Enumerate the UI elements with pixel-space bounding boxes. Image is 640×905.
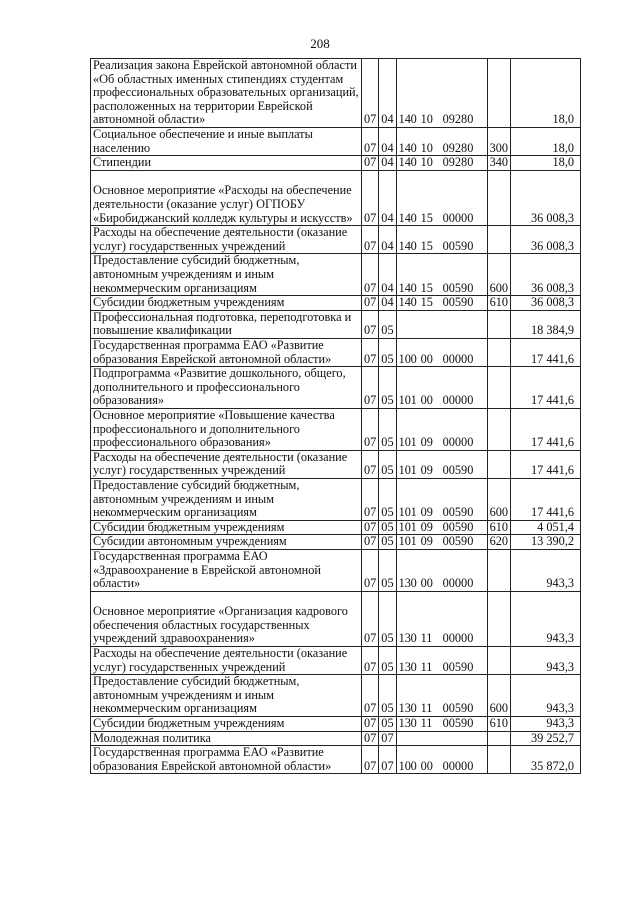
section-code: 07 (362, 675, 379, 717)
table-row (91, 170, 581, 225)
expense-type-code (487, 549, 510, 591)
target-article-part-c1: 10 (398, 435, 411, 450)
expense-type-code: 600 (487, 254, 510, 296)
subsection-code: 04 (379, 254, 396, 296)
target-article-part-c2: 0 (410, 112, 417, 127)
target-article-part-c3: 09 (420, 435, 433, 450)
section-code: 07 (362, 296, 379, 311)
target-article-code (396, 367, 487, 409)
amount-value: 18,0 (511, 156, 581, 171)
target-article-part-c2: 0 (410, 155, 417, 170)
target-article-part-c4: 00590 (442, 280, 474, 295)
target-article-part-c3: 00 (420, 576, 433, 591)
target-article-part-c1: 13 (398, 631, 411, 646)
target-article-part-c2: 0 (410, 238, 417, 253)
amount-value: 17 441,6 (511, 338, 581, 366)
section-code: 07 (362, 717, 379, 732)
table-row (91, 731, 581, 746)
target-article-code (396, 59, 487, 128)
subsection-code: 05 (379, 367, 396, 409)
target-article-code (396, 408, 487, 450)
table-row (91, 647, 581, 675)
target-article-part-c4: 09280 (442, 112, 474, 127)
table-row (91, 746, 581, 774)
target-article-part-c4: 00000 (442, 758, 474, 773)
amount-value: 39 252,7 (511, 731, 581, 746)
subsection-code: 05 (379, 591, 396, 646)
table-row (91, 478, 581, 520)
subsection-code: 05 (379, 520, 396, 535)
subsection-code: 05 (379, 450, 396, 478)
target-article-part-c3: 10 (420, 112, 433, 127)
target-article-part-c3: 11 (420, 659, 433, 674)
page-number: 208 (310, 36, 330, 51)
target-article-code (396, 717, 487, 732)
amount-value: 35 872,0 (511, 746, 581, 774)
row-name: Субсидии бюджетным учреждениям (91, 296, 362, 311)
target-article-part-c3: 00 (420, 351, 433, 366)
section-code: 07 (362, 520, 379, 535)
amount-value: 943,3 (511, 675, 581, 717)
section-code: 07 (362, 170, 379, 225)
target-article-part-c1: 13 (398, 716, 411, 731)
table-row (91, 408, 581, 450)
section-code: 07 (362, 591, 379, 646)
row-name: Предоставление субсидий бюджетным, автономным учреждениям и иным некоммерческим организациям (91, 254, 362, 296)
subsection-code: 05 (379, 535, 396, 550)
table-row (91, 226, 581, 254)
expense-type-code: 300 (487, 128, 510, 156)
table-row (91, 535, 581, 550)
target-article-part-c3: 09 (420, 463, 433, 478)
target-article-part-c2: 0 (410, 140, 417, 155)
section-code: 07 (362, 408, 379, 450)
row-name: Реализация закона Еврейской автономной области «Об областных именных стипендиях студентам профессиональных образовательных организаций, расположенных на территории Еврейской автономной области» (91, 59, 362, 128)
target-article-part-c3: 15 (420, 295, 433, 310)
row-name: Государственная программа ЕАО «Развитие образования Еврейской автономной области» (91, 338, 362, 366)
target-article-part-c1: 10 (398, 520, 411, 534)
target-article-part-c3: 10 (420, 140, 433, 155)
section-code: 07 (362, 128, 379, 156)
target-article-code (396, 591, 487, 646)
section-code: 07 (362, 338, 379, 366)
expense-type-code: 600 (487, 675, 510, 717)
subsection-code: 05 (379, 478, 396, 520)
target-article-part-c2: 0 (410, 701, 417, 716)
row-name: Расходы на обеспечение деятельности (оказание услуг) государственных учреждений (91, 647, 362, 675)
expense-type-code (487, 310, 510, 338)
subsection-code: 05 (379, 310, 396, 338)
expense-type-code (487, 591, 510, 646)
subsection-code: 04 (379, 59, 396, 128)
section-code: 07 (362, 226, 379, 254)
target-article-part-c2: 1 (410, 463, 417, 478)
expense-type-code: 340 (487, 156, 510, 171)
target-article-part-c4: 00000 (442, 435, 474, 450)
table-row (91, 156, 581, 171)
target-article-part-c1: 13 (398, 701, 411, 716)
table-row (91, 338, 581, 366)
expense-type-code: 610 (487, 520, 510, 535)
amount-value: 18,0 (511, 128, 581, 156)
target-article-part-c2: 1 (410, 505, 417, 520)
target-article-part-c3: 15 (420, 280, 433, 295)
target-article-part-c4: 00590 (442, 701, 474, 716)
table-row (91, 520, 581, 535)
expense-type-code (487, 731, 510, 746)
target-article-part-c1: 14 (398, 210, 411, 225)
table-row (91, 675, 581, 717)
target-article-part-c4: 00590 (442, 659, 474, 674)
expense-type-code (487, 226, 510, 254)
target-article-part-c3: 00 (420, 393, 433, 408)
target-article-part-c2: 0 (410, 576, 417, 591)
target-article-part-c4: 09280 (442, 140, 474, 155)
section-code: 07 (362, 478, 379, 520)
expense-type-code (487, 338, 510, 366)
target-article-part-c4: 00590 (442, 463, 474, 478)
row-name: Предоставление субсидий бюджетным, автономным учреждениям и иным некоммерческим организациям (91, 675, 362, 717)
target-article-part-c4: 00590 (442, 520, 474, 534)
section-code: 07 (362, 746, 379, 774)
expense-type-code: 610 (487, 717, 510, 732)
target-article-code (396, 226, 487, 254)
section-code: 07 (362, 156, 379, 171)
target-article-part-c1: 10 (398, 393, 411, 408)
section-code: 07 (362, 535, 379, 550)
amount-value: 943,3 (511, 647, 581, 675)
target-article-part-c4: 00590 (442, 716, 474, 731)
subsection-code: 05 (379, 647, 396, 675)
target-article-code (396, 746, 487, 774)
target-article-code (396, 296, 487, 311)
amount-value: 943,3 (511, 549, 581, 591)
target-article-part-c1: 14 (398, 280, 411, 295)
target-article-part-c4: 00000 (442, 576, 474, 591)
target-article-part-c3: 10 (420, 155, 433, 170)
target-article-part-c1: 10 (398, 463, 411, 478)
row-name: Субсидии бюджетным учреждениям (91, 717, 362, 732)
target-article-part-c1: 14 (398, 155, 411, 170)
row-name: Профессиональная подготовка, переподготовка и повышение квалификации (91, 310, 362, 338)
expense-type-code (487, 408, 510, 450)
subsection-code: 04 (379, 170, 396, 225)
target-article-part-c1: 10 (398, 351, 411, 366)
target-article-part-c2: 1 (410, 393, 417, 408)
target-article-part-c3: 15 (420, 238, 433, 253)
target-article-part-c2: 0 (410, 758, 417, 773)
amount-value: 18 384,9 (511, 310, 581, 338)
row-name: Социальное обеспечение и иные выплаты населению (91, 128, 362, 156)
target-article-part-c3: 09 (420, 534, 433, 549)
subsection-code: 04 (379, 128, 396, 156)
target-article-part-c4: 00000 (442, 393, 474, 408)
target-article-part-c3: 15 (420, 210, 433, 225)
amount-value: 18,0 (511, 59, 581, 128)
section-code: 07 (362, 549, 379, 591)
section-code: 07 (362, 254, 379, 296)
target-article-part-c4: 00000 (442, 210, 474, 225)
target-article-part-c2: 0 (410, 351, 417, 366)
row-name: Государственная программа ЕАО «Развитие образования Еврейской автономной области» (91, 746, 362, 774)
target-article-part-c2: 0 (410, 716, 417, 731)
table-row (91, 549, 581, 591)
amount-value: 36 008,3 (511, 296, 581, 311)
target-article-code (396, 647, 487, 675)
target-article-part-c1: 10 (398, 534, 411, 549)
expense-type-code (487, 450, 510, 478)
row-name: Основное мероприятие «Повышение качества профессионального и дополнительного профессионального образования» (91, 408, 362, 450)
target-article-part-c4: 00590 (442, 295, 474, 310)
row-name: Основное мероприятие «Организация кадрового обеспечения областных государственных учреждений здравоохранения» (91, 591, 362, 646)
target-article-part-c3: 00 (420, 758, 433, 773)
target-article-part-c2: 1 (410, 435, 417, 450)
target-article-code (396, 128, 487, 156)
subsection-code: 04 (379, 156, 396, 171)
target-article-part-c1: 10 (398, 505, 411, 520)
row-name: Основное мероприятие «Расходы на обеспечение деятельности (оказание услуг) ОГПОБУ «Биробиджанский колледж культуры и искусств» (91, 170, 362, 225)
target-article-code (396, 170, 487, 225)
table-row (91, 450, 581, 478)
target-article-part-c4: 00590 (442, 534, 474, 549)
amount-value: 36 008,3 (511, 226, 581, 254)
subsection-code: 05 (379, 408, 396, 450)
target-article-part-c3: 11 (420, 701, 433, 716)
table-row (91, 59, 581, 128)
target-article-part-c1: 13 (398, 659, 411, 674)
section-code: 07 (362, 731, 379, 746)
expense-type-code: 610 (487, 296, 510, 311)
table-row (91, 254, 581, 296)
target-article-code (396, 549, 487, 591)
table-row (91, 591, 581, 646)
subsection-code: 05 (379, 549, 396, 591)
amount-value: 943,3 (511, 591, 581, 646)
amount-value: 4 051,4 (511, 520, 581, 535)
target-article-code (396, 310, 487, 338)
target-article-part-c3: 11 (420, 716, 433, 731)
target-article-code (396, 338, 487, 366)
target-article-code (396, 731, 487, 746)
target-article-code (396, 675, 487, 717)
target-article-part-c2: 0 (410, 631, 417, 646)
amount-value: 13 390,2 (511, 535, 581, 550)
row-name: Субсидии автономным учреждениям (91, 535, 362, 550)
target-article-part-c1: 14 (398, 140, 411, 155)
target-article-part-c1: 13 (398, 576, 411, 591)
target-article-code (396, 254, 487, 296)
subsection-code: 05 (379, 717, 396, 732)
expense-type-code: 600 (487, 478, 510, 520)
row-name: Расходы на обеспечение деятельности (оказание услуг) государственных учреждений (91, 226, 362, 254)
amount-value: 943,3 (511, 717, 581, 732)
table-row (91, 717, 581, 732)
target-article-part-c4: 00000 (442, 351, 474, 366)
section-code: 07 (362, 59, 379, 128)
expense-type-code: 620 (487, 535, 510, 550)
target-article-part-c4: 09280 (442, 155, 474, 170)
amount-value: 17 441,6 (511, 408, 581, 450)
table-row (91, 128, 581, 156)
expense-type-code (487, 59, 510, 128)
amount-value: 17 441,6 (511, 367, 581, 409)
target-article-part-c2: 0 (410, 280, 417, 295)
row-name: Государственная программа ЕАО «Здравоохранение в Еврейской автономной области» (91, 549, 362, 591)
row-name: Предоставление субсидий бюджетным, автономным учреждениям и иным некоммерческим организациям (91, 478, 362, 520)
expense-type-code (487, 367, 510, 409)
section-code: 07 (362, 367, 379, 409)
row-name: Молодежная политика (91, 731, 362, 746)
budget-table-body (91, 59, 581, 774)
amount-value: 17 441,6 (511, 478, 581, 520)
target-article-part-c4: 00590 (442, 238, 474, 253)
target-article-part-c2: 0 (410, 295, 417, 310)
amount-value: 36 008,3 (511, 254, 581, 296)
target-article-part-c3: 09 (420, 505, 433, 520)
target-article-part-c4: 00590 (442, 505, 474, 520)
target-article-part-c1: 14 (398, 295, 411, 310)
target-article-code (396, 156, 487, 171)
budget-table (90, 58, 581, 774)
target-article-code (396, 450, 487, 478)
subsection-code: 07 (379, 746, 396, 774)
subsection-code: 04 (379, 296, 396, 311)
target-article-code (396, 535, 487, 550)
target-article-code (396, 520, 487, 535)
target-article-part-c3: 09 (420, 520, 433, 534)
target-article-part-c1: 10 (398, 758, 411, 773)
target-article-part-c1: 14 (398, 238, 411, 253)
table-row (91, 310, 581, 338)
subsection-code: 04 (379, 226, 396, 254)
amount-value: 36 008,3 (511, 170, 581, 225)
target-article-part-c2: 1 (410, 534, 417, 549)
target-article-part-c1: 14 (398, 112, 411, 127)
expense-type-code (487, 647, 510, 675)
subsection-code: 05 (379, 675, 396, 717)
subsection-code: 05 (379, 338, 396, 366)
row-name: Подпрограмма «Развитие дошкольного, общего, дополнительного и профессионального образования» (91, 367, 362, 409)
expense-type-code (487, 170, 510, 225)
section-code: 07 (362, 647, 379, 675)
target-article-part-c4: 00000 (442, 631, 474, 646)
table-row (91, 296, 581, 311)
section-code: 07 (362, 310, 379, 338)
target-article-part-c3: 11 (420, 631, 433, 646)
amount-value: 17 441,6 (511, 450, 581, 478)
table-row (91, 367, 581, 409)
expense-type-code (487, 746, 510, 774)
target-article-part-c2: 1 (410, 520, 417, 534)
row-name: Расходы на обеспечение деятельности (оказание услуг) государственных учреждений (91, 450, 362, 478)
target-article-part-c2: 0 (410, 659, 417, 674)
row-name: Субсидии бюджетным учреждениям (91, 520, 362, 535)
target-article-code (396, 478, 487, 520)
subsection-code: 07 (379, 731, 396, 746)
target-article-part-c2: 0 (410, 210, 417, 225)
section-code: 07 (362, 450, 379, 478)
row-name: Стипендии (91, 156, 362, 171)
